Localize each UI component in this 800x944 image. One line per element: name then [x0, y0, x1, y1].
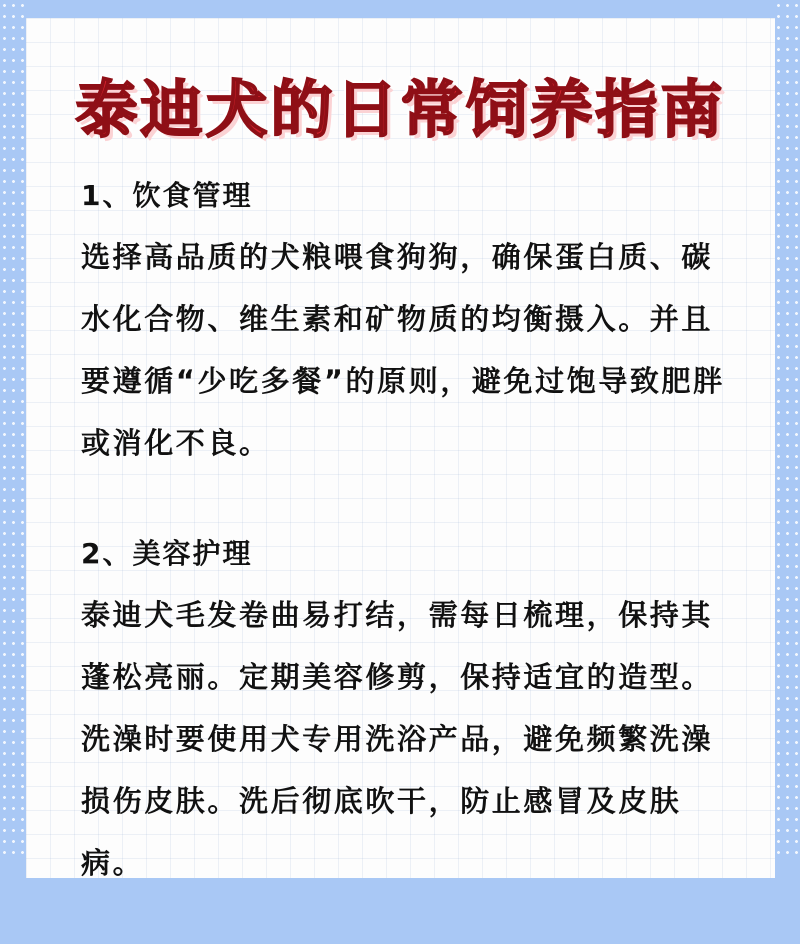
section-diet	[81, 166, 731, 474]
section-body-diet: 选择高品质的犬粮喂食狗狗，确保蛋白质、碳水化合物、维生素和矿物质的均衡摄入。并且要遵循“少吃多餐”的原则，避免过饱导致肥胖或消化不良。	[81, 240, 725, 460]
page-title: 泰迪犬的日常饲养指南	[75, 73, 726, 146]
grid-paper	[26, 18, 775, 878]
section-body-grooming: 泰迪犬毛发卷曲易打结，需每日梳理，保持其蓬松亮丽。定期美容修剪，保持适宜的造型。洗澡时要使用犬专用洗浴产品，避免频繁洗澡损伤皮肤。洗后彻底吹干，防止感冒及皮肤病。	[81, 598, 714, 880]
right-dot-border	[774, 0, 800, 855]
section-heading-grooming: 2、美容护理	[81, 537, 253, 570]
section-grooming	[81, 524, 731, 894]
article-content	[81, 166, 731, 944]
left-dot-border	[0, 0, 26, 855]
section-heading-diet: 1、饮食管理	[81, 179, 253, 212]
